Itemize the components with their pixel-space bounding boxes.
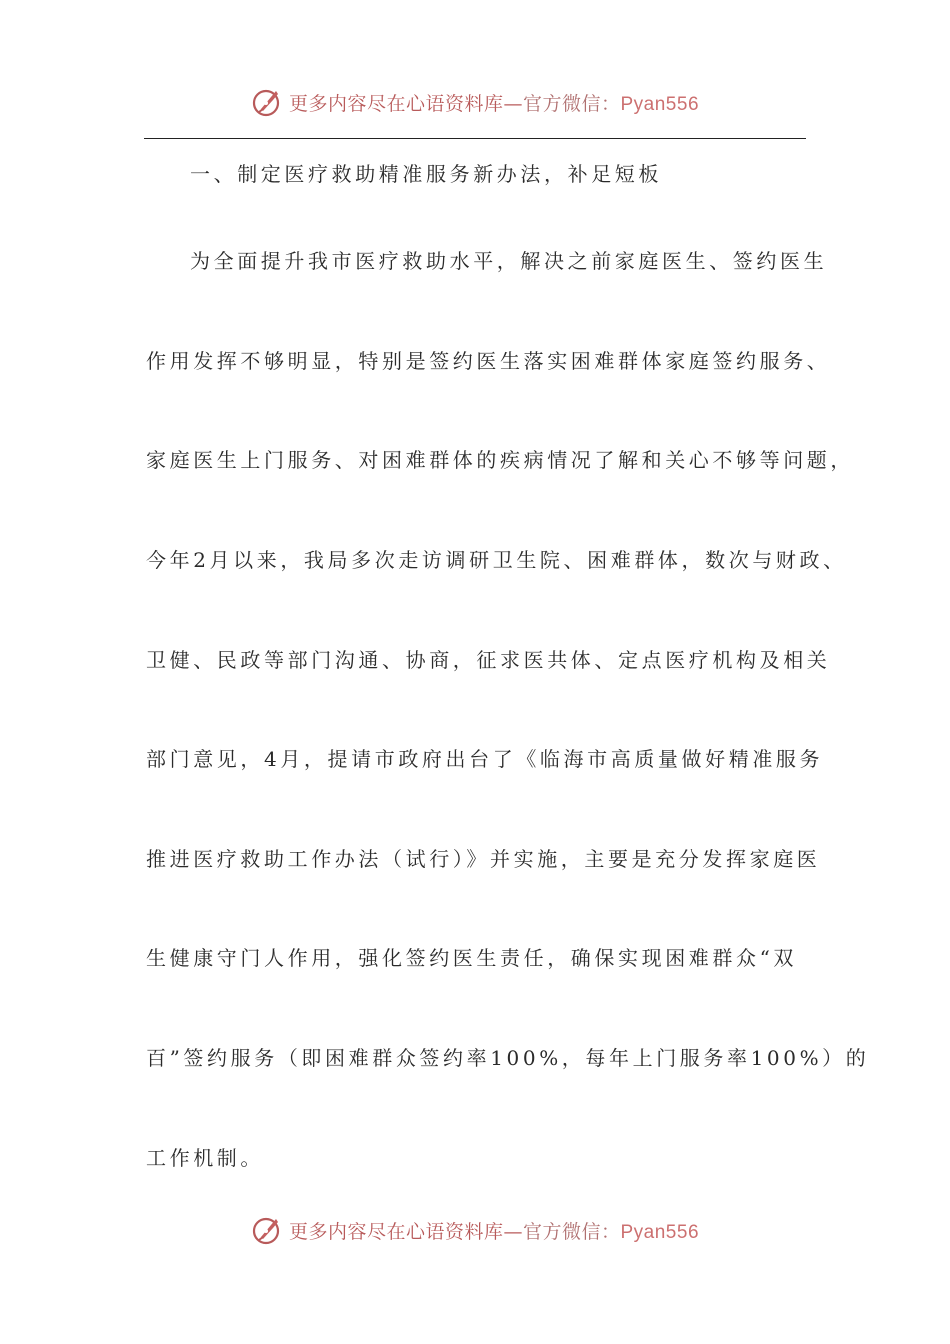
- footer-banner: [0, 1208, 950, 1252]
- paragraph-line: 生健康守门人作用，强化签约医生责任，确保实现困难群众“双: [146, 946, 798, 970]
- paragraph-line: 百”签约服务（即困难群众签约率100%，每年上门服务率100%）的: [146, 1046, 870, 1070]
- banner-text: [289, 89, 699, 116]
- banner-site-text: 更多内容尽在心语资料库: [288, 1220, 504, 1243]
- paragraph-line: 今年2月以来，我局多次走访调研卫生院、困难群体，数次与财政、: [146, 548, 847, 572]
- banner-text: [289, 1217, 699, 1244]
- paragraph-line: 工作机制。: [146, 1146, 264, 1170]
- pen-nib-logo-icon: [251, 1213, 285, 1247]
- paragraph-line: 作用发挥不够明显，特别是签约医生落实困难群体家庭签约服务、: [146, 349, 831, 373]
- paragraph-line: 为全面提升我市医疗救助水平，解决之前家庭医生、签约医生: [190, 249, 828, 273]
- banner-site-text: 更多内容尽在心语资料库: [288, 92, 504, 115]
- section-heading: 一、制定医疗救助精准服务新办法，补足短板: [190, 162, 662, 186]
- banner-wechat-label: 官方微信：: [522, 1220, 621, 1243]
- paragraph-line: 卫健、民政等部门沟通、协商，征求医共体、定点医疗机构及相关: [146, 648, 831, 672]
- paragraph-line: 部门意见，4月，提请市政府出台了《临海市高质量做好精准服务: [146, 747, 824, 771]
- paragraph-line: 推进医疗救助工作办法（试行）》并实施，主要是充分发挥家庭医: [146, 847, 821, 871]
- banner-wechat-label: 官方微信：: [522, 92, 621, 115]
- banner-wechat-id: Pyan556: [620, 1221, 700, 1243]
- banner-wechat-id: Pyan556: [620, 93, 700, 115]
- banner-dash: —: [503, 92, 523, 115]
- header-divider: [144, 138, 806, 139]
- header-banner: [0, 80, 950, 124]
- paragraph-line: 家庭医生上门服务、对困难群体的疾病情况了解和关心不够等问题，: [146, 448, 854, 472]
- banner-dash: —: [503, 1220, 523, 1243]
- pen-nib-logo-icon: [251, 85, 285, 119]
